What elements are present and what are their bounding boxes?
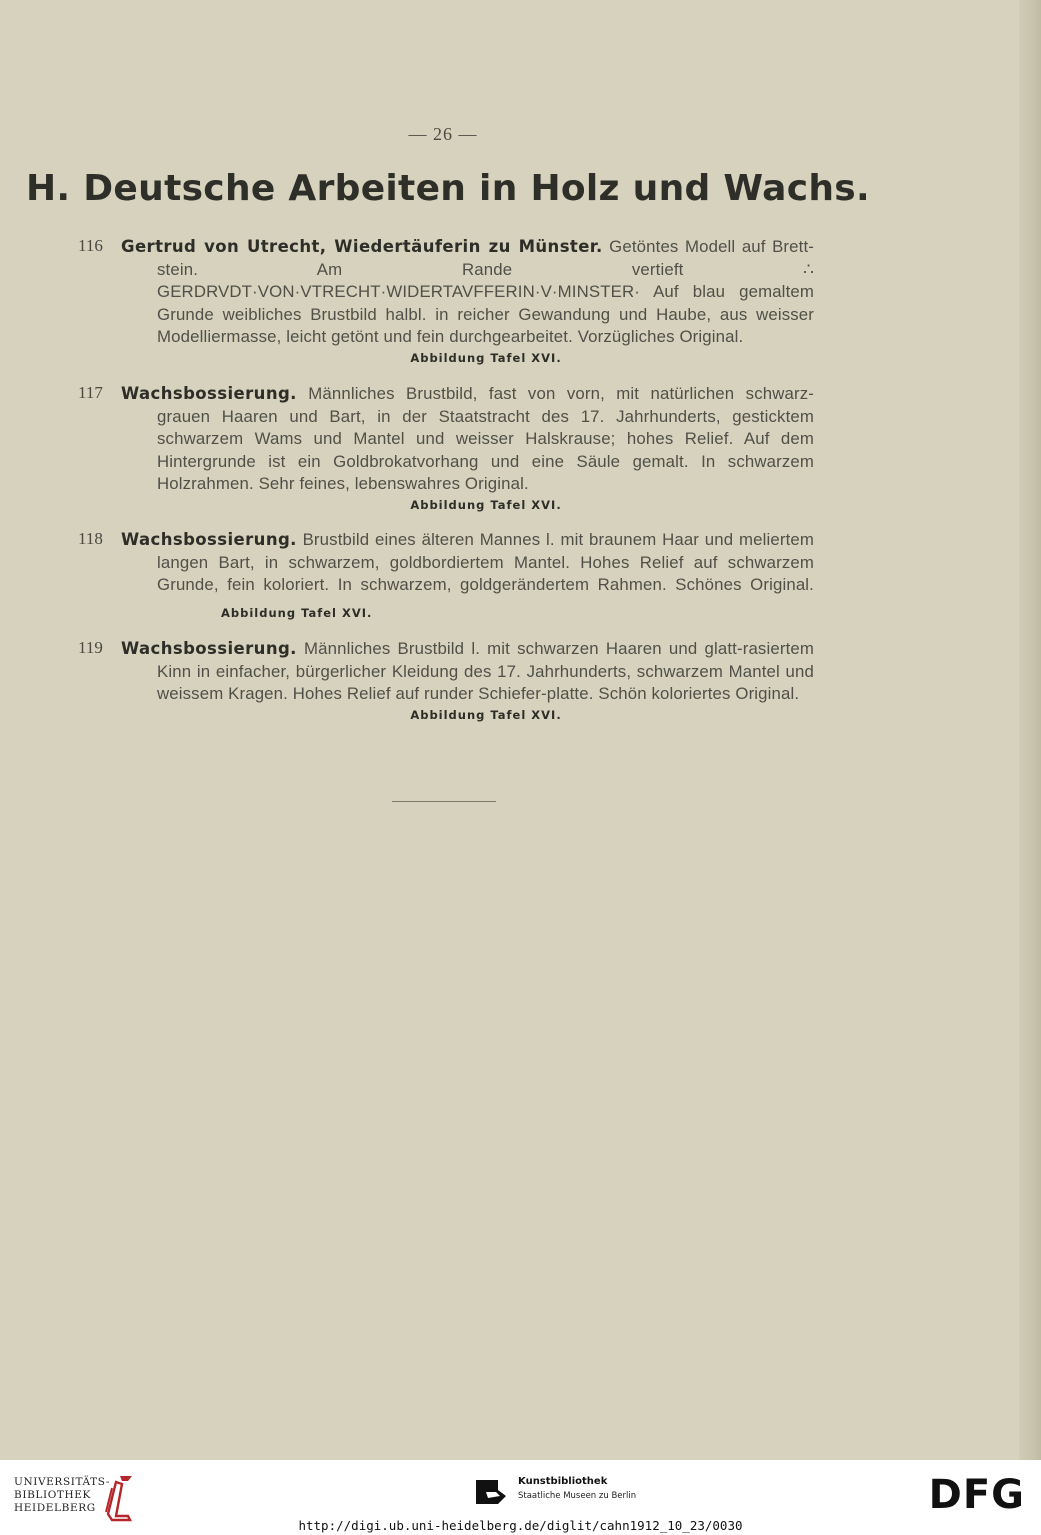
kunstbibliothek-subtitle: Staatliche Museen zu Berlin [518,1491,637,1501]
plate-reference: Abbildung Tafel XVI. [410,707,562,722]
ub-line-1: UNIVERSITÄTS- [14,1476,111,1488]
ub-line-3: HEIDELBERG [14,1502,96,1514]
section-heading: H. Deutsche Arbeiten in Holz und Wachs. [26,168,870,209]
ub-heidelberg-logo[interactable] [14,1474,154,1518]
page-edge [1019,0,1041,1460]
entry-text: Brustbild eines älteren Mannes l. mit braunem Haar und meliertem langen Bart, in schwarzem, goldbordiertem Mantel. Hohes Relief auf schwarzem Grunde, fein koloriert. In schwarzem, goldgerändertem Rahmen. Schönes Original. [157,530,814,595]
entry-number: 119 [78,638,103,657]
entry-text: Männliches Brustbild l. mit schwarzen Haaren und glatt-rasiertem Kinn in einfacher, bürgerlicher Kleidung des 17. Jahrhunderts, schwarzem Mantel und weissem Kragen. Hohes Relief auf runder Schiefer-platte. Schön koloriertes Original. [157,639,814,704]
entry-description [121,638,814,706]
entry-description [121,236,815,349]
entry-description [121,529,814,624]
dfg-logo[interactable]: DFG [928,1472,1025,1518]
catalog-entry-116 [78,236,814,365]
entry-title: Wachsbossierung. [121,639,297,658]
entry-number: 116 [78,236,103,255]
ub-emblem-icon [98,1474,138,1522]
catalog-entry-118 [78,529,814,624]
plate-reference: Abbildung Tafel XVI. [410,350,562,365]
entry-number: 117 [78,383,103,402]
kunstbibliothek-emblem-icon [474,1478,508,1506]
source-url-link[interactable]: http://digi.ub.uni-heidelberg.de/diglit/cahn1912_10_23/0030 [298,1518,743,1533]
entry-title: Gertrud von Utrecht, Wiedertäuferin zu Münster. [121,237,603,256]
ub-heidelberg-wordmark [14,1476,110,1515]
entry-text: Männliches Brustbild, fast von vorn, mit natürlichen schwarz-grauen Haaren und Bart, in der Staatstracht des 17. Jahrhunderts, gesticktem schwarzem Wams und Mantel und weisser Halskrause; hohes Relief. Auf dem Hintergrunde ist ein Goldbrokatvorhang und eine Säule gemalt. In schwarzem Holzrahmen. Sehr feines, lebenswahres Original. [157,384,814,494]
plate-reference: Abbildung Tafel XVI. [221,605,373,620]
page-number: — 26 — [408,124,478,144]
catalog-entry-117 [78,383,814,512]
ub-line-2: BIBLIOTHEK [14,1489,91,1501]
entry-number: 118 [78,529,103,548]
kunstbibliothek-logo[interactable] [474,1474,674,1514]
entry-description [121,383,814,496]
catalog-entry-119 [78,638,814,722]
end-rule [392,801,496,802]
entry-title: Wachsbossierung. [121,530,297,549]
entry-title: Wachsbossierung. [121,384,297,403]
kunstbibliothek-name: Kunstbibliothek [518,1476,608,1487]
plate-reference: Abbildung Tafel XVI. [410,497,562,512]
entry-text: Getöntes Modell auf Brett-stein. Am Rande vertieft ∴ GERDRVDT·VON·VTRECHT·WIDERTAVFFERIN·V·MINSTER· Auf blau gemaltem Grunde weibliches Brustbild halbl. in reicher Gewandung und Haube, aus weisser Modelliermasse, leicht getönt und fein durchgearbeitet. Vorzügliches Original. [157,237,815,347]
digitization-footer [0,1460,1041,1535]
